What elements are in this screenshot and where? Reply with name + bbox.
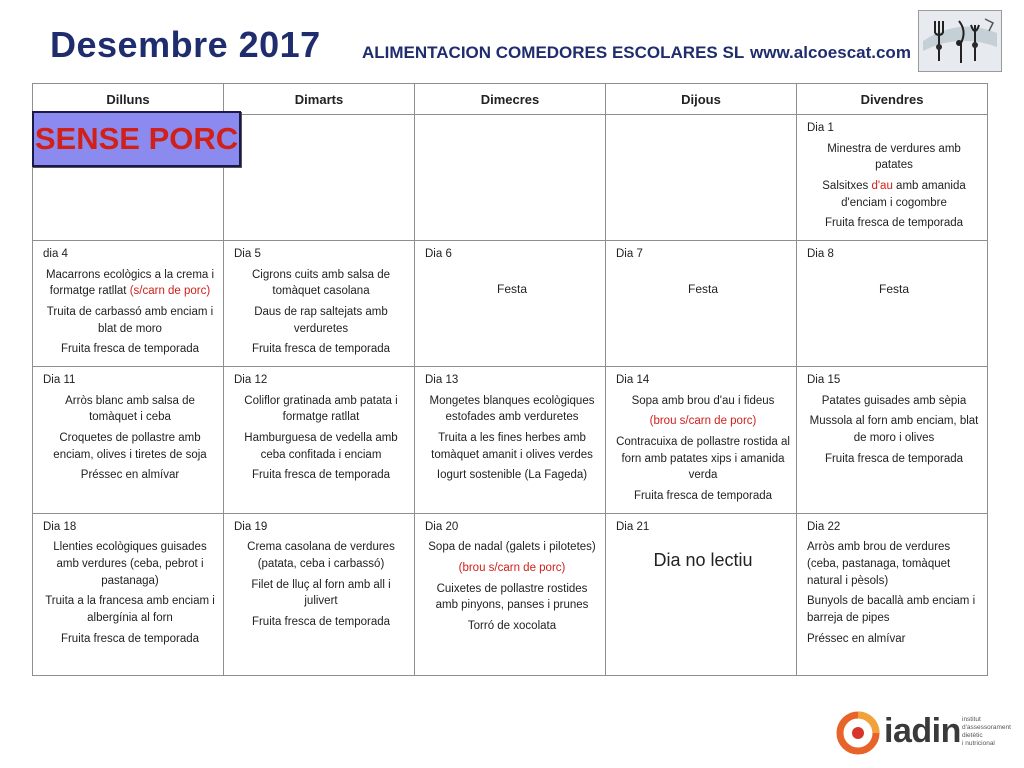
menu-dish: Mongetes blanques ecològiques estofades amb verduretes	[429, 394, 595, 424]
day-cell	[33, 241, 224, 367]
menu-dish: Fruita fresca de temporada	[633, 490, 773, 503]
week-row	[33, 513, 988, 675]
day-cell	[33, 513, 224, 675]
allergen-note: (brou s/carn de porc)	[458, 562, 566, 575]
dish-text: amb amanida d'enciam i cogombre	[841, 180, 966, 209]
menu-dish: Fruita fresca de temporada	[60, 632, 200, 645]
menu-dish	[43, 267, 217, 300]
iadin-subtitle: institut d'assessorament dietètic i nutricional	[962, 716, 1011, 747]
day-cell	[415, 241, 606, 367]
menu-dish: Torró de xocolata	[467, 620, 557, 633]
iadin-logo	[836, 708, 1016, 758]
menu-dish: Fruita fresca de temporada	[251, 343, 391, 356]
weekday-header: Dilluns	[33, 84, 224, 115]
day-cell	[797, 115, 988, 241]
menu-dish: Truita a la francesa amb enciam i albergínia al forn	[45, 595, 215, 625]
day-cell	[606, 115, 797, 241]
menu-dish: Bunyols de bacallà amb enciam i barreja de pipes	[807, 595, 976, 625]
menu-dish: Arròs blanc amb salsa de tomàquet i ceba	[65, 394, 195, 424]
menu-dish: Cigrons cuits amb salsa de tomàquet casolana	[251, 268, 391, 298]
weekday-header: Dimarts	[224, 84, 415, 115]
menu-dish: Minestra de verdures amb patates	[827, 142, 961, 172]
day-label: Dia 5	[234, 248, 261, 261]
menu-dish: Sopa amb brou d'au i fideus	[631, 394, 775, 407]
day-label: Dia 14	[616, 374, 650, 387]
menu-dish: Patates guisades amb sèpia	[821, 394, 967, 407]
day-label: Dia 6	[425, 248, 452, 261]
day-label: Dia 19	[234, 520, 268, 533]
day-cell	[224, 241, 415, 367]
weekday-header-row	[33, 84, 988, 115]
day-label: Dia 8	[807, 248, 834, 261]
allergen-note: (brou s/carn de porc)	[649, 415, 757, 428]
no-school-label: Dia no lectiu	[653, 550, 753, 571]
menu-dish: Préssec en almívar	[807, 632, 906, 645]
menu-dish: Fruita fresca de temporada	[824, 217, 964, 230]
cutlery-logo-icon	[918, 10, 1002, 72]
day-cell	[797, 513, 988, 675]
day-cell	[224, 115, 415, 241]
menu-dish: Fruita fresca de temporada	[824, 452, 964, 465]
menu-dish: Coliflor gratinada amb patata i formatge ratllat	[244, 394, 398, 424]
menu-dish: Cuixetes de pollastre rostides amb pinyons, panses i prunes	[435, 582, 589, 612]
day-cell	[606, 513, 797, 675]
day-label: dia 4	[43, 248, 68, 261]
day-label: Dia 13	[425, 374, 459, 387]
allergen-note: (s/carn de porc)	[129, 285, 211, 298]
allergen-note: d'au	[871, 180, 893, 193]
menu-body	[33, 115, 988, 676]
menu-dish: Mussola al forn amb enciam, blat de moro i olives	[809, 415, 979, 445]
menu-dish	[616, 413, 790, 430]
sense-porc-badge	[32, 111, 241, 167]
dish-text: Macarrons ecològics a la crema i formatge ratllat	[45, 268, 215, 298]
day-cell	[606, 241, 797, 367]
day-cell	[415, 367, 606, 514]
week-row	[33, 367, 988, 514]
day-label: Dia 22	[807, 520, 841, 533]
menu-dish	[425, 560, 599, 577]
day-cell	[224, 513, 415, 675]
menu-dish: Filet de lluç al forn amb all i julivert	[251, 578, 391, 608]
menu-dish: Sopa de nadal (galets i pilotetes)	[428, 541, 596, 554]
menu-dish	[807, 178, 981, 211]
menu-dish: Fruita fresca de temporada	[251, 616, 391, 629]
dish-text: Salsitxes	[822, 180, 872, 193]
menu-dish: Crema casolana de verdures (patata, ceba i carbassó)	[247, 541, 395, 571]
menu-dish: Daus de rap saltejats amb verduretes	[254, 306, 388, 335]
menu-dish: Hamburguesa de vedella amb ceba confitada i enciam	[244, 432, 398, 461]
holiday-label: Festa	[687, 281, 718, 296]
page-title: Desembre 2017	[50, 24, 321, 65]
day-cell	[797, 241, 988, 367]
day-label: Dia 1	[807, 122, 834, 134]
website-link[interactable]: www.alcoescat.com	[750, 43, 911, 62]
menu-dish: Llenties ecològiques guisades amb verdures (ceba, pebrot i pastanaga)	[53, 541, 207, 587]
menu-dish: Iogurt sostenible (La Fageda)	[436, 469, 588, 482]
day-label: Dia 11	[43, 374, 76, 387]
company-name: ALIMENTACION COMEDORES ESCOLARES SL	[362, 43, 745, 62]
day-label: Dia 12	[234, 374, 268, 387]
menu-dish: Préssec en almívar	[80, 469, 180, 482]
day-cell	[415, 115, 606, 241]
menu-dish: Croquetes de pollastre amb enciam, olives i tiretes de soja	[53, 432, 207, 461]
day-cell	[606, 367, 797, 514]
day-label: Dia 20	[425, 520, 459, 533]
week-row	[33, 241, 988, 367]
day-cell	[415, 513, 606, 675]
day-cell	[33, 367, 224, 514]
day-label: Dia 7	[616, 248, 643, 261]
weekday-header: Dimecres	[415, 84, 606, 115]
menu-dish: Truita a les fines herbes amb tomàquet amanit i olives verdes	[431, 432, 593, 461]
day-label: Dia 18	[43, 520, 77, 533]
day-cell	[797, 367, 988, 514]
menu-dish: Fruita fresca de temporada	[60, 343, 200, 356]
menu-dish: Contracuixa de pollastre rostida al forn amb patates xips i amanida verda	[616, 436, 790, 482]
holiday-label: Festa	[878, 281, 909, 296]
weekday-header: Divendres	[797, 84, 988, 115]
sense-porc-label: SENSE PORC	[34, 121, 239, 156]
iadin-mark-icon	[836, 710, 882, 756]
weekday-header: Dijous	[606, 84, 797, 115]
menu-table	[32, 83, 988, 676]
day-cell	[224, 367, 415, 514]
menu-dish: Truita de carbassó amb enciam i blat de moro	[46, 306, 214, 335]
day-label: Dia 15	[807, 374, 841, 387]
menu-dish: Arròs amb brou de verdures (ceba, pastanaga, tomàquet natural i pèsols)	[807, 541, 951, 587]
iadin-wordmark: iadin	[884, 712, 961, 750]
holiday-label: Festa	[496, 281, 527, 296]
menu-dish: Fruita fresca de temporada	[251, 469, 391, 482]
day-label: Dia 21	[616, 520, 650, 533]
